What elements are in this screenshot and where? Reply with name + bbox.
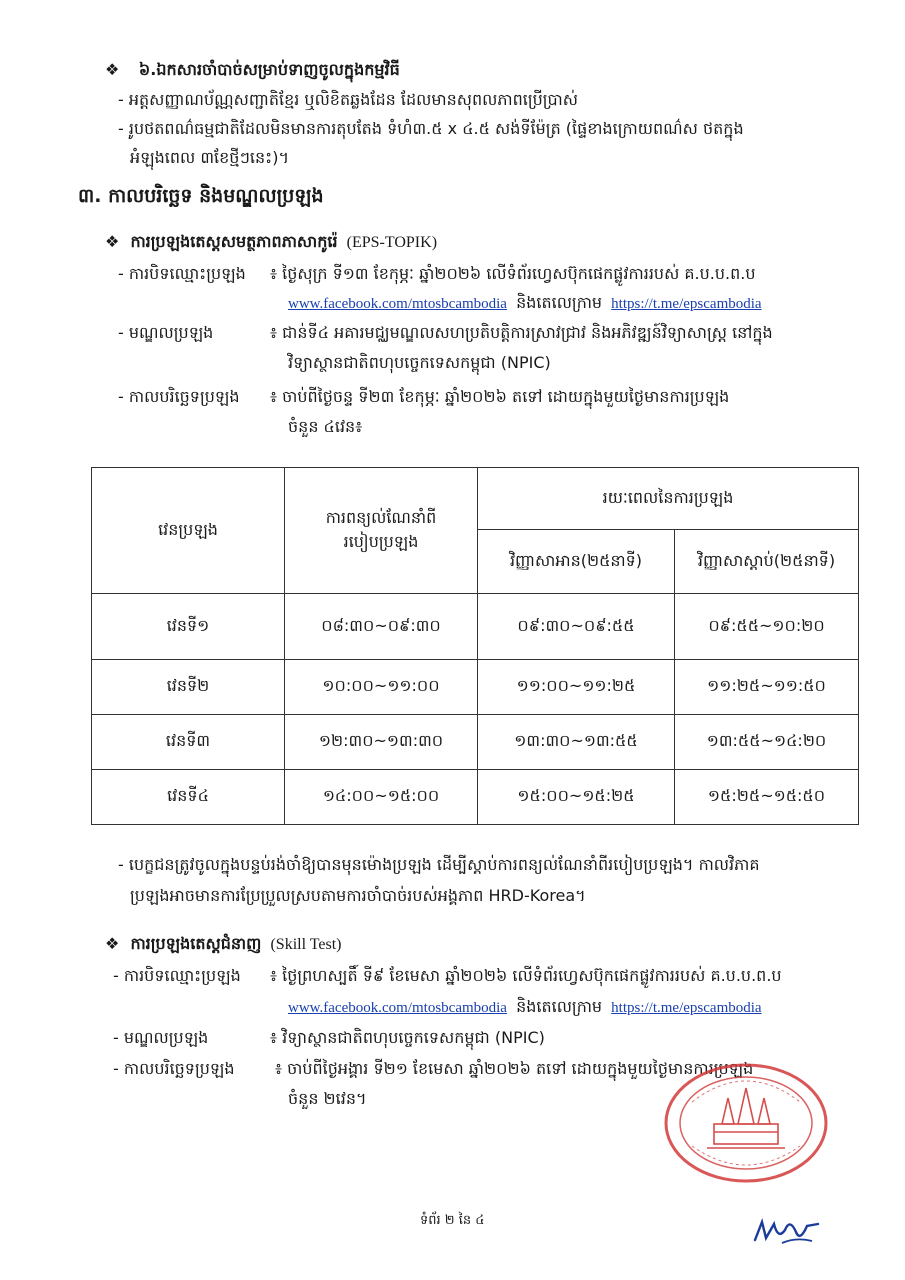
note-line2: ប្រឡងអាចមានការប្រែប្រួលស្របតាមការចាំបាច់របស់អង្គភាព HRD-Korea។ xyxy=(130,886,586,905)
topik-links-row xyxy=(288,293,762,314)
telegram-text: និងតេលេក្រាម xyxy=(516,997,603,1016)
table-row xyxy=(92,770,859,825)
schedule-table xyxy=(91,467,859,825)
docs-item-photo-cont: អំឡុងពេល ៣ខែថ្មីៗនេះ)។ xyxy=(130,148,289,167)
header-listening: វិញ្ញាសាស្តាប់(២៥នាទី) xyxy=(675,530,859,594)
diamond-bullet-icon: ❖ xyxy=(105,60,120,79)
page-number: ទំព័រ ២ នៃ ៤ xyxy=(420,1213,485,1228)
topik-reg-value: ៖ ថ្ងៃសុក្រ ទី១៣ ខែកុម្ភៈ ឆ្នាំ២០២៦ លើទំព័រហ្វេសប៊ុកផេកផ្លូវការរបស់ គ.ប.ប.ព.ប xyxy=(270,264,756,283)
table-row xyxy=(92,594,859,660)
docs-item-id: - អត្តសញ្ញាណប័ណ្ណសញ្ជាតិខ្មែរ ឬលិខិតឆ្លងដែន ដែលមានសុពលភាពប្រើប្រាស់ xyxy=(118,90,579,109)
cell-reading: ១៣:៣០~១៣:៥៥ xyxy=(478,715,675,770)
skill-heading: ការប្រឡងតេស្តជំនាញ xyxy=(130,934,262,953)
skill-center-value: ៖ វិទ្យាស្ថានជាតិពហុបច្ចេកទេសកម្ពុជា (NPIC) xyxy=(270,1028,545,1047)
table-header-row xyxy=(92,468,859,530)
cell-session: វេនទី១ xyxy=(92,594,285,660)
diamond-bullet-icon: ❖ xyxy=(105,232,120,251)
signature-icon xyxy=(752,1212,822,1248)
cell-guide: ១០:០០~១១:០០ xyxy=(285,660,478,715)
topik-heading-latin: (EPS-TOPIK) xyxy=(346,234,438,251)
skill-reg-label: - ការបិទឈ្មោះប្រឡង xyxy=(113,966,241,985)
cell-listening: ១១:២៥~១១:៥០ xyxy=(675,660,859,715)
skill-reg-value: ៖ ថ្ងៃព្រហស្បតិ៍ ទី៩ ខែមេសា ឆ្នាំ២០២៦ លើទំព័រហ្វេសប៊ុកផេកផ្លូវការរបស់ គ.ប.ប.ព.ប xyxy=(270,966,782,985)
table-row xyxy=(92,660,859,715)
skill-links-row xyxy=(288,997,762,1018)
header-session: វេនប្រឡង xyxy=(92,468,285,594)
skill-date-value-cont: ចំនួន ២វេន។ xyxy=(288,1089,367,1108)
header-guide xyxy=(285,468,478,594)
cell-listening: ០៩:៥៥~១០:២០ xyxy=(675,594,859,660)
note-line1: - បេក្ខជនត្រូវចូលក្នុងបន្ទប់រង់ចាំឱ្យបានមុនម៉ោងប្រឡង ដើម្បីស្តាប់ការពន្យល់ណែនាំពីរបៀបប្រឡង។ កាលវិភាគ xyxy=(118,855,760,874)
docs-heading-row xyxy=(105,60,400,80)
docs-item-photo: - រូបថតពណ៌ធម្មជាតិដែលមិនមានការតុបតែង ទំហំ៣.៥ x ៤.៥ សង់ទីម៉ែត្រ (ផ្ទៃខាងក្រោយពណ៌ស ថតក្នុង xyxy=(118,119,744,138)
cell-session: វេនទី៤ xyxy=(92,770,285,825)
cell-reading: ០៩:៣០~០៩:៥៥ xyxy=(478,594,675,660)
facebook-link[interactable]: www.facebook.com/mtosbcambodia xyxy=(288,296,507,312)
topik-date-value-cont: ចំនួន ៤វេន៖ xyxy=(288,417,363,436)
telegram-link[interactable]: https://t.me/epscambodia xyxy=(611,296,762,312)
topik-reg-label: - ការបិទឈ្មោះប្រឡង xyxy=(118,264,246,283)
cell-reading: ១៥:០០~១៥:២៥ xyxy=(478,770,675,825)
section3-heading: ៣. កាលបរិច្ឆេទ និងមណ្ឌលប្រឡង xyxy=(78,185,324,207)
topik-heading-row xyxy=(105,232,437,253)
topik-center-label: - មណ្ឌលប្រឡង xyxy=(118,323,214,342)
topik-center-value-cont: វិទ្យាស្ថានជាតិពហុបច្ចេកទេសកម្ពុជា (NPIC) xyxy=(288,353,551,372)
skill-center-label: - មណ្ឌលប្រឡង xyxy=(113,1028,209,1047)
cell-session: វេនទី២ xyxy=(92,660,285,715)
skill-date-label: - កាលបរិច្ឆេទប្រឡង xyxy=(113,1059,235,1078)
skill-heading-latin: (Skill Test) xyxy=(270,936,342,953)
telegram-text: និងតេលេក្រាម xyxy=(516,293,603,312)
topik-heading: ការប្រឡងតេស្តសមត្ថភាពភាសាកូរ៉េ xyxy=(130,232,338,251)
facebook-link[interactable]: www.facebook.com/mtosbcambodia xyxy=(288,1000,507,1016)
header-guide-line1: ការពន្យល់ណែនាំពី xyxy=(325,507,437,527)
table-row xyxy=(92,715,859,770)
header-reading: វិញ្ញាសាអាន(២៥នាទី) xyxy=(478,530,675,594)
cell-guide: ១២:៣០~១៣:៣០ xyxy=(285,715,478,770)
cell-session: វេនទី៣ xyxy=(92,715,285,770)
topik-date-value: ៖ ចាប់ពីថ្ងៃចន្ទ ទី២៣ ខែកុម្ភៈ ឆ្នាំ២០២៦ តទៅ ដោយក្នុងមួយថ្ងៃមានការប្រឡង xyxy=(270,387,730,406)
cell-listening: ១៣:៥៥~១៤:២០ xyxy=(675,715,859,770)
official-seal-icon xyxy=(662,1062,830,1184)
cell-guide: ១៤:០០~១៥:០០ xyxy=(285,770,478,825)
topik-center-value: ៖ ជាន់ទី៤ អគារមជ្ឈមណ្ឌលសហប្រតិបត្តិការស្រាវជ្រាវ និងអភិវឌ្ឍន៍វិទ្យាសាស្ត្រ នៅក្នុង xyxy=(270,323,773,342)
diamond-bullet-icon: ❖ xyxy=(105,934,120,953)
header-guide-line2: របៀបប្រឡង xyxy=(343,531,419,551)
cell-reading: ១១:០០~១១:២៥ xyxy=(478,660,675,715)
telegram-link[interactable]: https://t.me/epscambodia xyxy=(611,1000,762,1016)
cell-guide: ០៨:៣០~០៩:៣០ xyxy=(285,594,478,660)
skill-date-value: ៖ ចាប់ពីថ្ងៃអង្គារ ទី២១ ខែមេសា ឆ្នាំ២០២៦ តទៅ ដោយក្នុងមួយថ្ងៃមានការប្រឡង xyxy=(275,1059,754,1078)
header-duration: រយៈពេលនៃការប្រឡង xyxy=(478,468,859,530)
docs-heading: ៦.ឯកសារចាំបាច់សម្រាប់ទាញចូលក្នុងកម្មវិធី xyxy=(138,60,400,79)
cell-listening: ១៥:២៥~១៥:៥០ xyxy=(675,770,859,825)
skill-heading-row xyxy=(105,934,342,955)
topik-date-label: - កាលបរិច្ឆេទប្រឡង xyxy=(118,387,240,406)
